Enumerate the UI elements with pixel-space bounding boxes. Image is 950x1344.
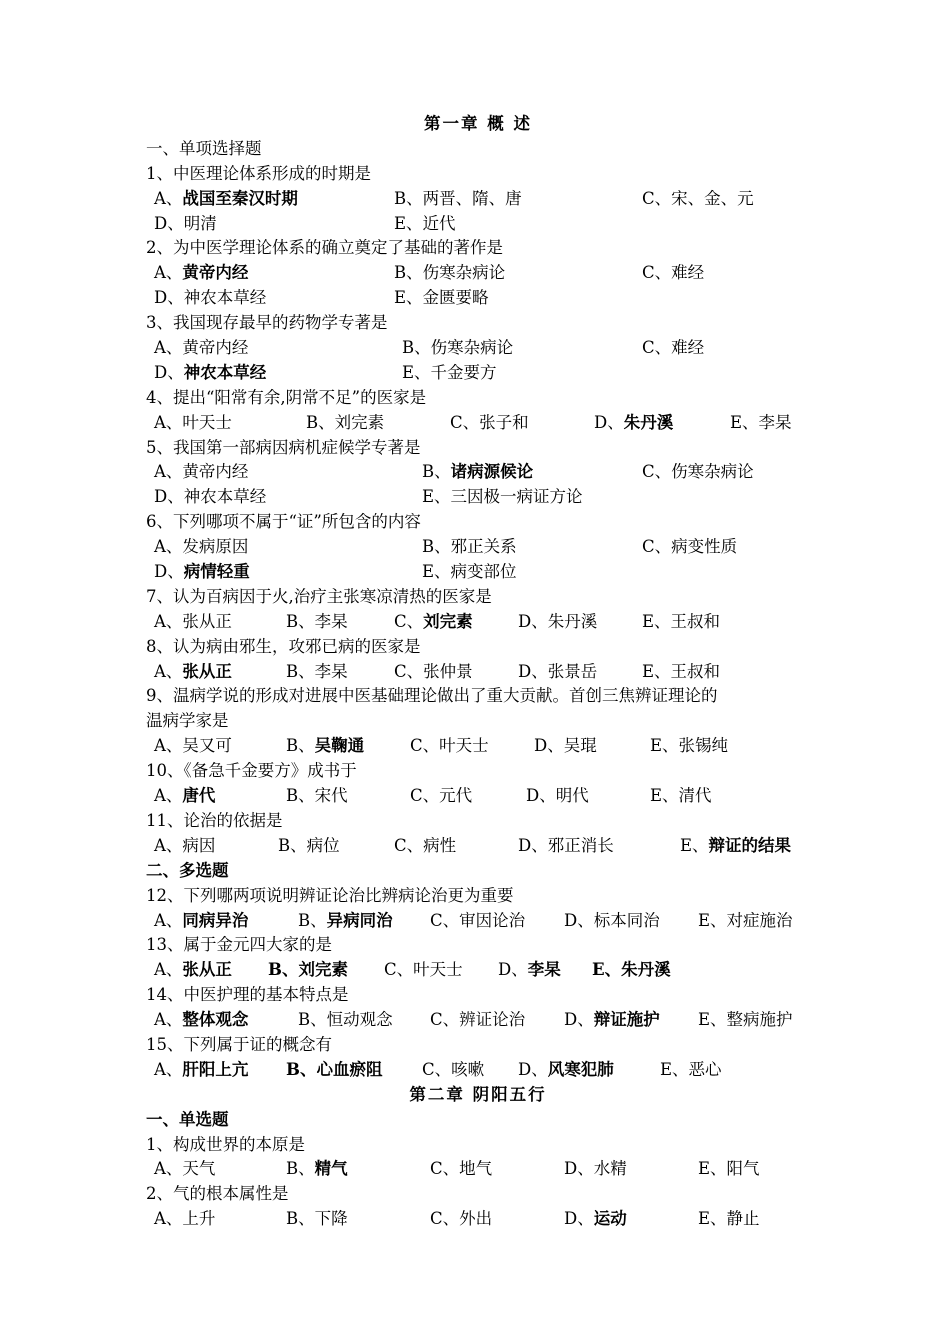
option-label: C、审因论治 [430,910,526,930]
question-stem [146,983,810,1008]
question-stem [146,1182,810,1207]
option [642,187,754,212]
option-row [146,909,810,934]
question-stem [146,386,810,411]
question-stem [146,884,810,909]
option-label: E、千金要方 [402,362,497,382]
option-label: C、叶天士 [384,960,463,980]
option-label: D、明清 [154,213,217,233]
option-answer: 朱丹溪 [623,412,674,432]
option [410,734,489,759]
question-stem-text: 3、我国现存最早的药物学专著是 [146,313,388,333]
option [154,187,298,212]
question-stem-text: 13、属于金元四大家的是 [146,935,332,955]
option [394,660,473,685]
option-answer: B、心血瘀阻 [286,1059,383,1079]
option [642,336,704,361]
question-stem-text: 11、论治的依据是 [146,810,283,830]
option-label: A、 [154,910,183,930]
question-stem [146,933,810,958]
option-row [146,834,810,859]
question-stem-text: 15、下列属于证的概念有 [146,1034,332,1054]
option-label: A、 [154,786,183,806]
option-answer: 李杲 [527,960,561,980]
option-row [146,1157,810,1182]
option-answer: 诸病源候论 [450,462,534,482]
option-label: B、 [422,462,451,482]
option-row [146,411,810,436]
option-answer: 运动 [593,1209,627,1229]
option-label: C、咳嗽 [422,1059,485,1079]
option-answer: 刘完素 [423,611,473,631]
option-label: E、恶心 [660,1059,722,1079]
option [698,909,793,934]
option [410,784,472,809]
option [450,411,529,436]
option [564,1157,627,1182]
option-row [146,286,810,311]
exam-document [146,112,810,1232]
option-label: D、神农本草经 [154,288,267,308]
option [564,1008,660,1033]
option-answer: 同病异治 [182,910,249,930]
question-stem-text: 4、提出“阳常有余,阴常不足”的医家是 [146,387,427,407]
option [498,958,561,983]
question-stem [146,436,810,461]
option-label: D、 [518,1059,548,1079]
option [642,660,720,685]
option-label: C、难经 [642,263,705,283]
option-label: E、张锡纯 [650,736,729,756]
option-label: A、叶天士 [154,412,232,432]
option-label: E、病变部位 [422,562,517,582]
question-stem [146,759,810,784]
option-label: A、 [154,188,183,208]
option-row [146,261,810,286]
option [286,734,364,759]
option [592,958,671,983]
question-stem [146,311,810,336]
option-label: B、刘完素 [306,412,385,432]
option [564,1207,627,1232]
question-stem-text: 1、构成世界的本原是 [146,1134,305,1154]
option [154,909,248,934]
option-label: A、 [154,1010,183,1030]
option [384,958,463,983]
option [594,411,673,436]
option-row [146,361,810,386]
question-stem [146,162,810,187]
option-label: B、恒动观念 [298,1010,393,1030]
question-stem-text: 2、气的根本属性是 [146,1184,289,1204]
option-label: C、辨证论治 [430,1010,526,1030]
option [154,460,248,485]
option [642,460,754,485]
option [154,958,232,983]
option [518,1058,614,1083]
option-label: E、 [680,835,709,855]
option [154,1157,215,1182]
option [680,834,791,859]
option-row [146,660,810,685]
option-label: D、吴琨 [534,736,597,756]
option [642,535,737,560]
option [286,660,348,685]
option-label: A、 [154,1059,183,1079]
option [422,485,583,510]
option [518,834,614,859]
option-label: D、水精 [564,1159,627,1179]
option-label: D、明代 [526,786,589,806]
option-label: C、叶天士 [410,736,489,756]
option-label: D、 [154,562,184,582]
option [518,610,597,635]
option-label: B、下降 [286,1209,348,1229]
option [650,734,728,759]
option-label: A、 [154,263,183,283]
option [154,560,250,585]
question-stem [146,510,810,535]
option [430,909,525,934]
option-label: B、伤寒杂病论 [402,338,514,358]
option-label: B、李杲 [286,661,348,681]
option [268,958,348,983]
option-label: D、神农本草经 [154,487,267,507]
option-row [146,460,810,485]
question-stem [146,1133,810,1158]
section-heading-text: 一、单项选择题 [146,138,262,158]
option-answer: 异病同治 [326,910,393,930]
option [642,610,720,635]
option-label: C、病变性质 [642,537,738,557]
option-label: E、三因极一病证方论 [422,487,583,507]
option-label: A、黄帝内经 [154,462,249,482]
question-stem-text: 7、认为百病因于火,治疗主张寒凉清热的医家是 [146,586,492,606]
option [430,1207,492,1232]
option-label: B、 [286,1159,315,1179]
option [698,1207,760,1232]
option [306,411,384,436]
question-stem [146,635,810,660]
section-heading [146,859,810,884]
option-label: C、元代 [410,786,473,806]
option-label: D、 [154,362,184,382]
option-label: A、 [154,661,183,681]
question-stem [146,236,810,261]
option [286,1157,348,1182]
option-label: E、王叔和 [642,611,721,631]
question-stem [146,809,810,834]
option [298,909,393,934]
section-heading-text: 二、多选题 [146,860,229,880]
option [650,784,712,809]
option-row [146,187,810,212]
option [278,834,340,859]
option [534,734,597,759]
option [286,1058,382,1083]
section-heading [146,137,810,162]
option [154,1207,215,1232]
chapter-title-text: 第二章 阴阳五行 [409,1084,547,1104]
option-label: B、 [286,736,315,756]
option [660,1058,722,1083]
section-heading-text: 一、单选题 [146,1109,229,1129]
option-label: D、 [594,412,624,432]
question-stem-text: 10、《备急千金要方》成书于 [146,761,357,781]
option-label: B、邪正关系 [422,537,517,557]
option-row [146,560,810,585]
option [154,834,215,859]
option-label: A、 [154,960,183,980]
option [154,212,217,237]
option-label: B、 [298,910,327,930]
option [394,187,522,212]
option-label: E、王叔和 [642,661,721,681]
option [730,411,792,436]
option-label: C、外出 [430,1209,493,1229]
option-label: C、病性 [394,835,457,855]
option-answer: 病情轻重 [183,562,250,582]
option [402,336,513,361]
option-row [146,485,810,510]
option-label: D、 [564,1010,594,1030]
option-answer: 辩证施护 [593,1010,660,1030]
option-row [146,212,810,237]
option [394,610,473,635]
option-answer: 唐代 [182,786,216,806]
option-label: A、天气 [154,1159,216,1179]
question-stem-text: 12、下列哪两项说明辨证论治比辨病论治更为重要 [146,885,514,905]
option [422,1058,484,1083]
question-stem-text: 8、认为病由邪生，攻邪已病的医家是 [146,636,421,656]
option-row [146,784,810,809]
question-stem [146,1033,810,1058]
chapter-title [146,112,810,137]
option-label: C、宋、金、元 [642,188,754,208]
question-stem-text: 温病学家是 [146,711,229,731]
option [422,460,533,485]
option-answer: 肝阳上亢 [182,1059,249,1079]
option-row [146,535,810,560]
question-stem-text: 2、为中医学理论体系的确立奠定了基础的著作是 [146,238,503,258]
option [286,784,348,809]
option-label: E、李杲 [730,412,792,432]
option-label: C、伤寒杂病论 [642,462,754,482]
option-label: A、黄帝内经 [154,338,249,358]
option-label: E、金匮要略 [394,288,489,308]
chapter-title [146,1083,810,1108]
option-label: D、张景岳 [518,661,598,681]
option-row [146,336,810,361]
question-stem [146,684,810,709]
option-answer: 战国至秦汉时期 [182,188,298,208]
option [154,261,248,286]
question-stem [146,585,810,610]
option-answer: 神农本草经 [183,362,267,382]
option-label: C、地气 [430,1159,493,1179]
option-label: D、 [498,960,528,980]
option-label: C、张仲景 [394,661,473,681]
option-answer: E、朱丹溪 [592,960,671,980]
option-row [146,1207,810,1232]
option-label: A、吴又可 [154,736,232,756]
option [154,535,248,560]
option-answer: 吴鞠通 [314,736,365,756]
question-stem [146,709,810,734]
option [154,734,232,759]
option-label: D、朱丹溪 [518,611,598,631]
option-answer: 黄帝内经 [182,263,249,283]
option-row [146,1058,810,1083]
option-label: E、整病施护 [698,1010,793,1030]
option-label: C、难经 [642,338,705,358]
question-stem-text: 5、我国第一部病因病机症候学专著是 [146,437,421,457]
option-answer: 整体观念 [182,1010,249,1030]
option-row [146,734,810,759]
option-row [146,958,810,983]
option [394,834,456,859]
option-label: D、邪正消长 [518,835,614,855]
option-label: B、伤寒杂病论 [394,263,506,283]
option [698,1008,793,1033]
option [154,485,266,510]
question-stem-text: 14、中医护理的基本特点是 [146,985,349,1005]
chapter-title-text: 第一章 概 述 [424,114,532,133]
option-label: A、张从正 [154,611,232,631]
option [698,1157,760,1182]
option-answer: 辩证的结果 [708,835,792,855]
option [394,212,456,237]
option [526,784,589,809]
option [564,909,660,934]
section-heading [146,1108,810,1133]
option [422,535,517,560]
option-label: B、宋代 [286,786,348,806]
option-label: A、上升 [154,1209,216,1229]
option-answer: 张从正 [182,661,232,681]
option [154,660,232,685]
option-label: B、两晋、隋、唐 [394,188,522,208]
option-row [146,1008,810,1033]
option-answer: 风寒犯肺 [547,1059,614,1079]
option [422,560,517,585]
option-label: A、病因 [154,835,216,855]
option [154,1058,248,1083]
option [430,1008,525,1033]
option [518,660,597,685]
option-label: B、李杲 [286,611,348,631]
option [286,610,348,635]
option-label: E、清代 [650,786,712,806]
option [298,1008,393,1033]
option [154,1008,248,1033]
question-stem-text: 9、温病学说的形成对进展中医基础理论做出了重大贡献。首创三焦辨证理论的 [146,686,718,706]
question-stem-text: 1、中医理论体系形成的时期是 [146,163,371,183]
option [430,1157,492,1182]
option [154,610,232,635]
option-label: A、发病原因 [154,537,249,557]
option [154,336,248,361]
option-label: C、 [394,611,424,631]
option [394,261,505,286]
option [642,261,704,286]
option-answer: B、刘完素 [268,960,348,980]
option [154,361,266,386]
option-label: B、病位 [278,835,340,855]
option-answer: 精气 [314,1159,348,1179]
option-label: E、近代 [394,213,456,233]
option-answer: 张从正 [182,960,232,980]
question-stem-text: 6、下列哪项不属于“证”所包含的内容 [146,512,421,532]
option [154,411,232,436]
option-label: C、张子和 [450,412,529,432]
option [154,784,215,809]
option-label: E、阳气 [698,1159,760,1179]
option-label: E、对症施治 [698,910,793,930]
option-label: D、 [564,1209,594,1229]
option [394,286,489,311]
option [154,286,266,311]
option [402,361,497,386]
option [286,1207,348,1232]
option-row [146,610,810,635]
option-label: D、标本同治 [564,910,660,930]
option-label: E、静止 [698,1209,760,1229]
